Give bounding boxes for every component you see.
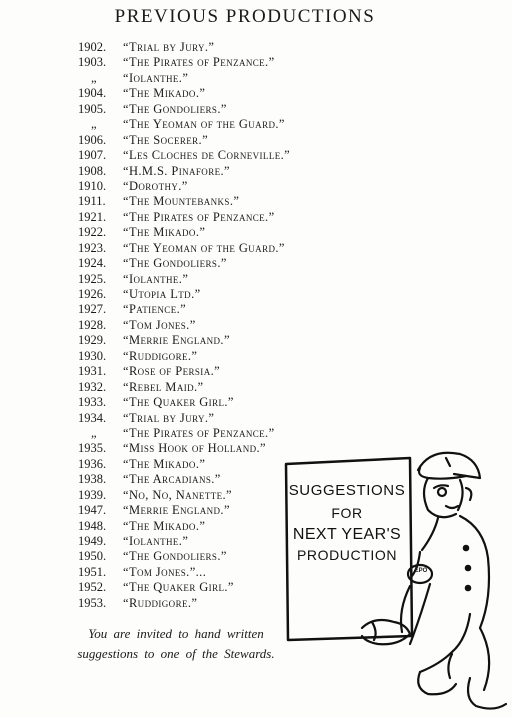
production-title: “The Gondoliers.” [123,549,227,564]
production-year: 1922. [78,225,107,240]
production-row [78,596,290,611]
production-row [78,256,290,271]
production-title: “The Mikado.” [123,456,206,471]
production-title: “The Gondoliers.” [123,256,227,271]
production-row [78,380,290,395]
production-year: 1903. [78,55,107,70]
sign-line-1: SUGGESTIONS [288,482,406,499]
production-title: “Miss Hook of Holland.” [123,441,266,456]
production-year: 1939. [78,487,107,502]
production-title: “The Pirates of Penzance.” [123,425,275,440]
production-year: 1929. [78,333,107,348]
armband-label: EPO [414,568,428,574]
production-row [78,102,290,117]
production-year: 1926. [78,287,107,301]
production-row [78,241,290,256]
production-row [78,55,290,70]
production-title: “Merrie England.” [123,333,230,348]
production-row [78,349,290,364]
production-title: “Rose of Persia.” [123,364,221,379]
production-title: “The Yeoman of the Guard.” [123,117,285,132]
production-year: 1934. [78,410,107,425]
sign-line-2: FOR [331,505,363,521]
production-year: „ [91,117,97,132]
production-year: 1911. [78,194,106,209]
productions-list [78,40,290,611]
production-row [78,148,290,163]
production-year: 1931. [78,364,107,379]
production-year: 1949. [78,534,107,548]
production-year: 1930. [78,348,107,363]
production-year: 1925. [78,271,107,286]
production-title: “The Mountebanks.” [123,194,240,209]
production-year: 1932. [78,379,107,394]
production-row [78,287,290,302]
production-row [78,133,290,148]
production-year: 1952. [78,580,107,595]
production-row [78,318,290,333]
production-year: „ [91,70,97,85]
production-title: “Merrie England.” [123,503,230,518]
sign-line-4: PRODUCTION [296,547,398,563]
production-title: “The Mikado.” [123,86,206,101]
production-title: “The Mikado.” [123,518,206,533]
steward-carrying-sign-drawing [270,418,512,717]
production-title: “No, No, Nanette.” [123,487,232,502]
production-row [78,534,290,549]
production-year: 1902. [78,40,107,54]
production-title: “The Quaker Girl.” [123,395,234,410]
production-row [78,395,290,410]
production-year: 1935. [78,441,107,456]
production-year: 1910. [78,178,107,193]
production-title: “The Pirates of Penzance.” [123,55,275,70]
production-row [78,457,290,472]
production-year: 1947. [78,503,107,518]
production-year: 1927. [78,302,107,317]
production-title: “Dorothy.” [123,178,188,193]
production-year: „ [91,425,97,440]
suggestion-illustration [270,418,512,717]
production-title: “The Gondoliers.” [123,101,227,116]
stewards-note: You are invited to hand written suggestions to one of the Stewards. [77,626,275,661]
production-year: 1951. [78,564,107,579]
production-title: “The Quaker Girl.” [123,580,234,595]
production-title: “Iolanthe.” [123,70,189,85]
production-row [78,364,290,379]
production-row [78,426,290,441]
production-row [78,333,290,348]
production-year: 1907. [78,148,107,163]
production-row [78,472,290,487]
production-year: 1908. [78,163,107,178]
production-title: “H.M.S. Pinafore.” [123,163,230,178]
production-year: 1936. [78,456,107,471]
production-title: “Trial by Jury.” [123,40,215,54]
production-year: 1933. [78,395,107,410]
production-year: 1938. [78,472,107,487]
production-title: “Tom Jones.” [123,317,196,332]
production-year: 1948. [78,518,107,533]
page-title: PREVIOUS PRODUCTIONS [114,6,376,27]
production-year: 1950. [78,549,107,564]
production-title: “Ruddigore.” [123,595,198,610]
production-row [78,580,290,595]
production-year: 1905. [78,101,107,116]
production-title: “The Arcadians.” [123,472,221,487]
production-row [78,488,290,503]
production-year: 1906. [78,132,107,147]
production-title: “Tom Jones.”... [123,564,207,579]
production-row [78,302,290,317]
production-year: 1923. [78,240,107,255]
production-title: “The Mikado.” [123,225,206,240]
production-row [78,40,290,55]
production-year: 1924. [78,256,107,271]
production-row [78,194,290,209]
production-title: “The Socerer.” [123,132,209,147]
production-title: “Les Cloches de Corneville.” [123,148,291,163]
production-year: 1953. [78,595,107,610]
production-row [78,549,290,564]
production-row [78,179,290,194]
production-title: “The Pirates of Penzance.” [123,209,275,224]
production-year: 1904. [78,86,107,101]
production-row [78,411,290,426]
production-row [78,210,290,225]
production-row [78,86,290,101]
production-title: “Rebel Maid.” [123,379,204,394]
production-row [78,441,290,456]
production-title: “Utopia Ltd.” [123,287,201,301]
production-row [78,117,290,132]
production-row [78,503,290,518]
production-year: 1921. [78,209,107,224]
production-row [78,225,290,240]
production-title: “Trial by Jury.” [123,410,215,425]
production-row [78,272,290,287]
sign-line-3: NEXT YEAR'S [292,526,402,543]
production-year: 1928. [78,317,107,332]
production-title: “Iolanthe.” [123,271,189,286]
production-row [78,71,290,86]
production-row [78,519,290,534]
production-row [78,565,290,580]
production-title: “Iolanthe.” [123,534,189,548]
production-title: “The Yeoman of the Guard.” [123,240,285,255]
production-title: “Ruddigore.” [123,348,198,363]
production-title: “Patience.” [123,302,187,317]
production-row [78,164,290,179]
